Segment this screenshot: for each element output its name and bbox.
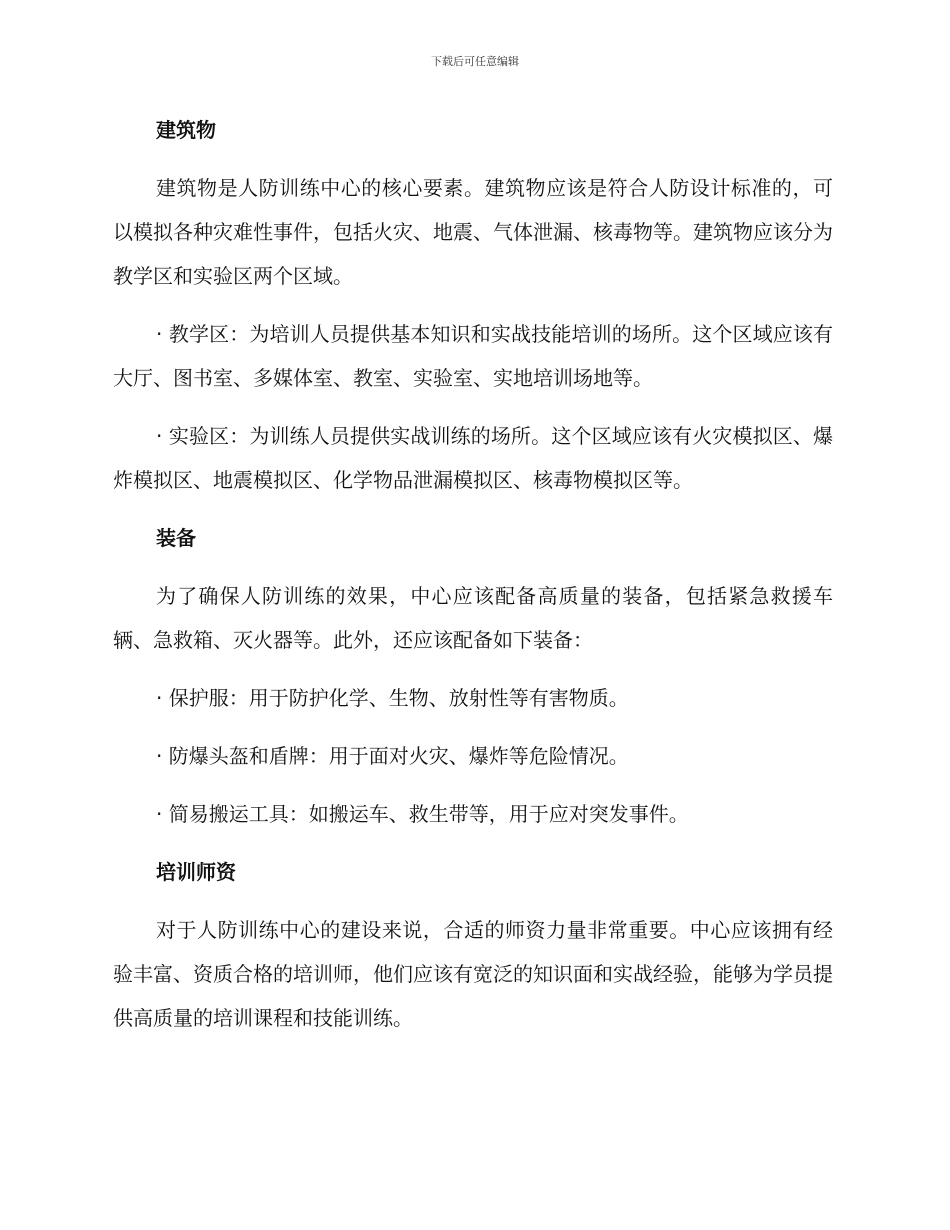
section-heading-equipment: 装备	[156, 526, 196, 550]
page-header: 下载后可任意编辑	[431, 55, 519, 68]
section-heading-buildings: 建筑物	[156, 118, 216, 142]
bullet-item: · 教学区：为培训人员提供基本知识和实战技能培训的场所。这个区域应该有大厅、图书室、多媒体室、教室、实验室、实地培训场地等。	[113, 322, 833, 390]
paragraph: 为了确保人防训练的效果，中心应该配备高质量的装备，包括紧急救援车辆、急救箱、灭火器等。此外，还应该配备如下装备：	[113, 584, 833, 652]
paragraph: 建筑物是人防训练中心的核心要素。建筑物应该是符合人防设计标准的，可以模拟各种灾难性事件，包括火灾、地震、气体泄漏、核毒物等。建筑物应该分为教学区和实验区两个区域。	[113, 176, 833, 288]
bullet-item: · 保护服：用于防护化学、生物、放射性等有害物质。	[156, 686, 629, 710]
document-body	[113, 108, 833, 1040]
paragraph: 对于人防训练中心的建设来说，合适的师资力量非常重要。中心应该拥有经验丰富、资质合格的培训师，他们应该有宽泛的知识面和实战经验，能够为学员提供高质量的培训课程和技能训练。	[113, 918, 833, 1030]
bullet-item: · 防爆头盔和盾牌：用于面对火灾、爆炸等危险情况。	[156, 744, 629, 768]
bullet-item: · 实验区：为训练人员提供实战训练的场所。这个区域应该有火灾模拟区、爆炸模拟区、地震模拟区、化学物品泄漏模拟区、核毒物模拟区等。	[113, 424, 833, 492]
bullet-item: · 简易搬运工具：如搬运车、救生带等，用于应对突发事件。	[156, 802, 689, 826]
section-heading-trainers: 培训师资	[156, 860, 236, 884]
